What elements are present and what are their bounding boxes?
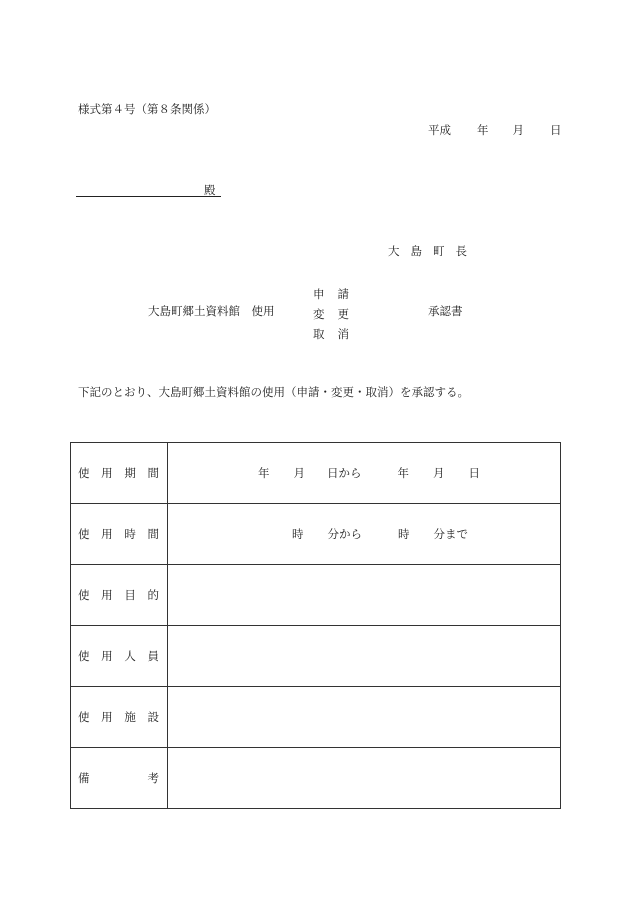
table-row: [71, 687, 561, 748]
label-usage-period: [71, 465, 167, 481]
approval-table: [70, 442, 561, 809]
row-label-cell: [71, 626, 168, 687]
addressee-blank-line: [76, 196, 221, 197]
label-char: 期: [124, 466, 136, 480]
row-label-cell: [71, 504, 168, 565]
label-char: 用: [101, 527, 113, 541]
label-char: 間: [147, 466, 159, 480]
usage-period-line: [168, 465, 560, 481]
usage-purpose-value: [168, 565, 561, 626]
label-usage-purpose: [71, 587, 167, 603]
label-char: 時: [124, 527, 136, 541]
date-era: 平成: [428, 123, 451, 137]
end-month: 月: [433, 466, 445, 480]
label-char: 用: [101, 588, 113, 602]
label-char: 用: [101, 466, 113, 480]
label-remarks: [71, 770, 167, 786]
date-month: 月: [512, 123, 524, 137]
addressee-suffix: 殿: [204, 183, 216, 197]
end-hour: 時: [398, 527, 410, 541]
table-row: [71, 565, 561, 626]
row-label-cell: [71, 443, 168, 504]
table-row: [71, 626, 561, 687]
title-prefix: 大島町郷土資料館 使用: [148, 304, 275, 318]
usage-time-value: [168, 504, 561, 565]
label-char: 設: [147, 710, 159, 724]
start-month: 月: [293, 466, 305, 480]
body-text: 下記のとおり、大島町郷土資料館の使用（申請・変更・取消）を承認する。: [78, 385, 469, 399]
label-char: 使: [78, 466, 90, 480]
usage-facility-value: [168, 687, 561, 748]
label-char: 員: [147, 649, 159, 663]
label-char: 用: [101, 710, 113, 724]
label-char: 使: [78, 710, 90, 724]
date-year: 年: [477, 123, 489, 137]
table-row: [71, 443, 561, 504]
usage-time-line: [168, 526, 560, 542]
row-label-cell: [71, 687, 168, 748]
row-label-cell: [71, 748, 168, 809]
end-minute: 分まで: [433, 527, 468, 541]
label-char: 用: [101, 649, 113, 663]
title-option-apply: 申請: [313, 287, 362, 301]
start-minute: 分から: [327, 527, 362, 541]
table-row: [71, 504, 561, 565]
label-usage-time: [71, 526, 167, 542]
row-label-cell: [71, 565, 168, 626]
label-usage-facility: [71, 709, 167, 725]
date-line: [428, 122, 562, 138]
label-char: 備: [78, 771, 90, 785]
label-char: 使: [78, 649, 90, 663]
label-char: 考: [147, 771, 159, 785]
start-hour: 時: [292, 527, 304, 541]
title-options: [313, 284, 362, 344]
issuer-name: 大島町長: [388, 244, 478, 258]
table-row: [71, 748, 561, 809]
form-number: 様式第４号（第８条関係）: [78, 102, 216, 116]
title-suffix: 承認書: [428, 304, 463, 318]
label-char: 使: [78, 588, 90, 602]
usage-headcount-value: [168, 626, 561, 687]
title-option-cancel: 取消: [313, 327, 362, 341]
start-year: 年: [258, 466, 270, 480]
title-option-change: 変更: [313, 307, 362, 321]
end-year: 年: [397, 466, 409, 480]
label-char: 間: [147, 527, 159, 541]
usage-period-value: [168, 443, 561, 504]
label-char: 的: [147, 588, 159, 602]
remarks-value: [168, 748, 561, 809]
label-char: 施: [124, 710, 136, 724]
label-usage-headcount: [71, 648, 167, 664]
label-char: 目: [124, 588, 136, 602]
start-day: 日から: [327, 466, 362, 480]
date-day: 日: [550, 123, 562, 137]
label-char: 人: [124, 649, 136, 663]
end-day: 日: [468, 466, 480, 480]
label-char: 使: [78, 527, 90, 541]
